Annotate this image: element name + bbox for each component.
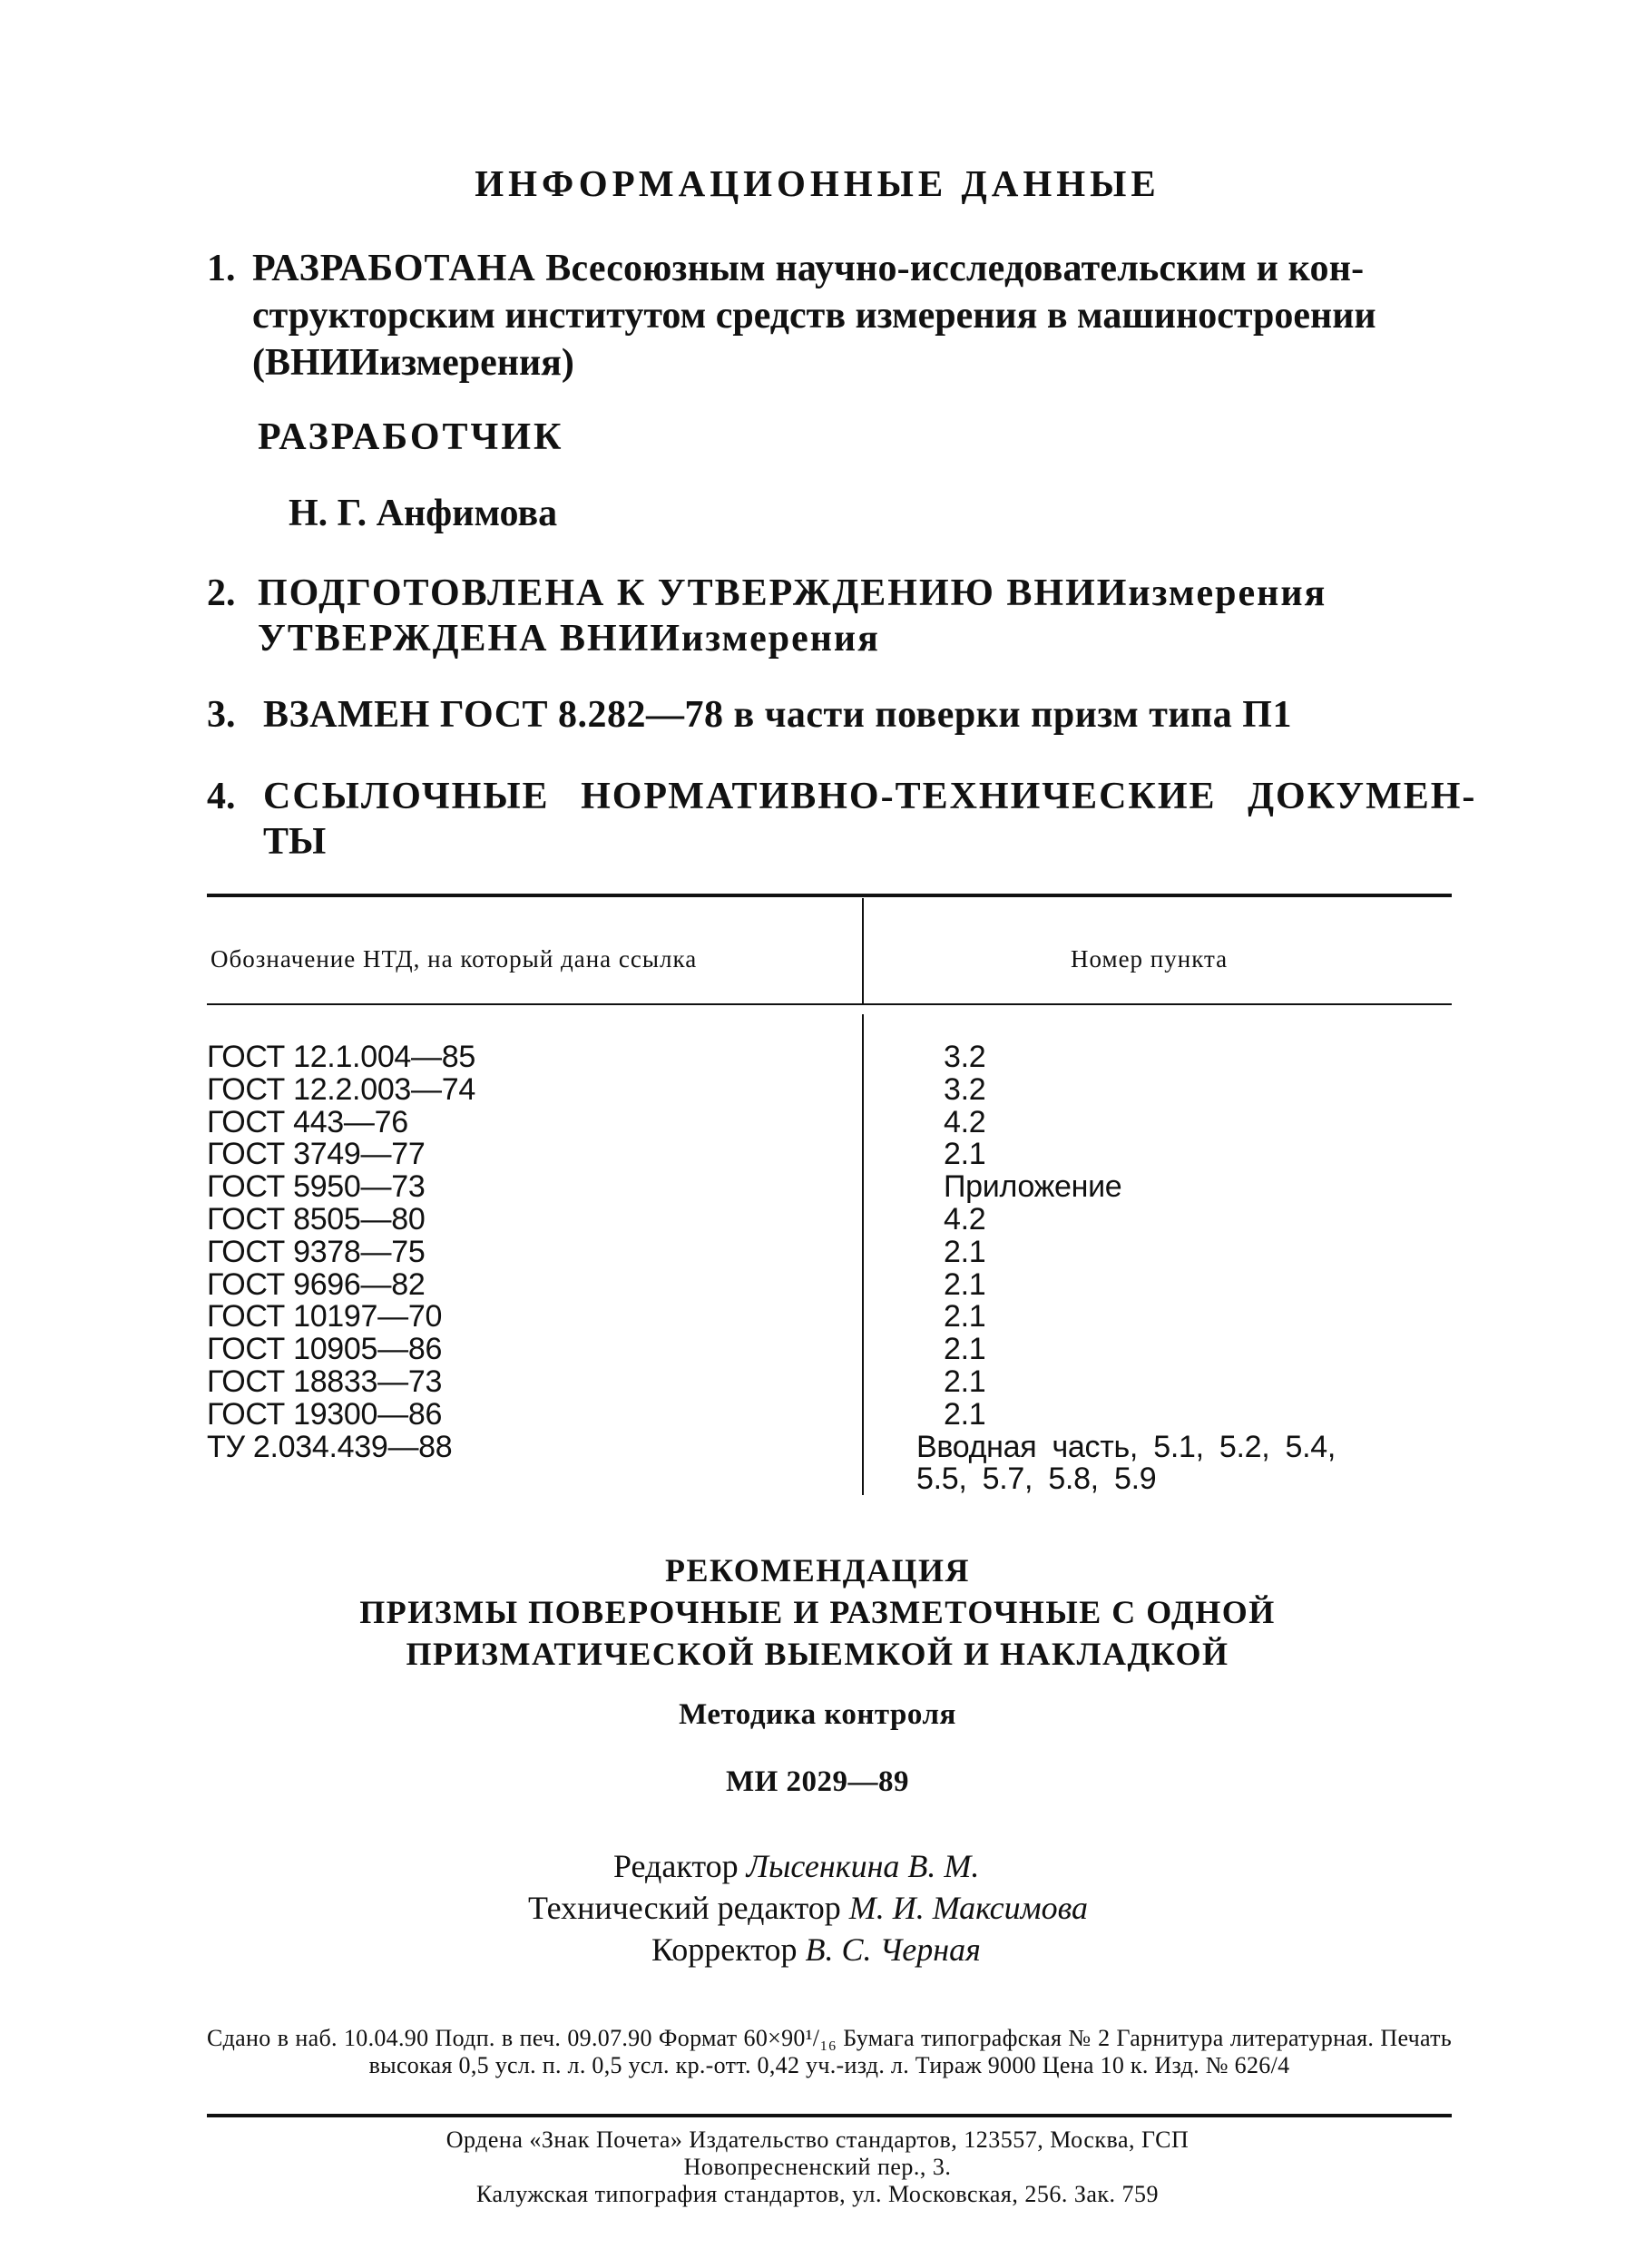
- table-cell-doc: ГОСТ 12.1.004—85: [207, 1040, 475, 1074]
- tech-editor-label: Технический редактор: [528, 1890, 841, 1926]
- table-col1-header: Обозначение НТД, на который дана ссылка: [210, 945, 698, 973]
- section-2-line-2: УТВЕРЖДЕНА ВНИИизмерения: [258, 618, 880, 660]
- table-cell-doc: ГОСТ 443—76: [207, 1104, 408, 1139]
- table-cell-item: 4.2: [944, 1201, 986, 1237]
- table-cell-doc: ГОСТ 19300—86: [207, 1396, 443, 1432]
- section-3-number: 3.: [207, 694, 236, 736]
- recommendation-title-line-2: ПРИЗМАТИЧЕСКОЙ ВЫЕМКОЙ И НАКЛАДКОЙ: [406, 1636, 1229, 1672]
- table-cell-item: 3.2: [944, 1040, 986, 1074]
- table-cell-item: 3.2: [944, 1071, 986, 1107]
- proofreader-label: Корректор: [651, 1931, 798, 1968]
- developer-heading: РАЗРАБОТЧИК: [258, 416, 564, 458]
- footer-line-1: Ордена «Знак Почета» Издательство стандартов, 123557, Москва, ГСП: [445, 2126, 1190, 2153]
- section-4-number: 4.: [207, 776, 236, 817]
- table-body-divider: [862, 1014, 864, 1495]
- table-cell-doc: ГОСТ 10905—86: [207, 1332, 443, 1367]
- section-1-text-1: Всесоюзным научно-исследовательским и кон-: [545, 248, 1365, 289]
- proofreader-name: В. С. Черная: [805, 1931, 981, 1968]
- table-cell-item: Приложение: [944, 1169, 1122, 1205]
- footer-line-3: Калужская типография стандартов, ул. Московская, 256. Зак. 759: [475, 2181, 1160, 2207]
- section-1-line-1: [252, 245, 1452, 292]
- table-cell-doc: ГОСТ 9696—82: [207, 1266, 426, 1302]
- table-cell-item: Вводная часть, 5.1, 5.2, 5.4, 5.5, 5.7, 5.8, 5.9: [916, 1429, 1336, 1497]
- tech-editor-line: [528, 1889, 1088, 1927]
- table-cell-item: 2.1: [944, 1234, 986, 1269]
- table-header-rule: [207, 1003, 1452, 1005]
- table-cell-doc: ГОСТ 10197—70: [207, 1299, 443, 1334]
- table-cell-item: 2.1: [944, 1299, 986, 1334]
- table-cell-doc: ГОСТ 3749—77: [207, 1137, 426, 1172]
- document-code: МИ 2029—89: [725, 1765, 910, 1798]
- table-cell-doc: ГОСТ 12.2.003—74: [207, 1071, 475, 1107]
- table-cell-item: 2.1: [944, 1364, 986, 1399]
- table-cell-item: 4.2: [944, 1104, 986, 1139]
- table-col2-values: [916, 1041, 1452, 1496]
- table-cell-item: 2.1: [944, 1266, 986, 1302]
- table-col1-values: [207, 1041, 475, 1463]
- section-4-line-2: ТЫ: [263, 821, 327, 863]
- editor-line: [613, 1847, 979, 1885]
- recommendation-heading: РЕКОМЕНДАЦИЯ: [665, 1552, 970, 1589]
- table-cell-item: 2.1: [944, 1332, 986, 1367]
- recommendation-title-line-1: ПРИЗМЫ ПОВЕРОЧНЫЕ И РАЗМЕТОЧНЫЕ С ОДНОЙ: [359, 1594, 1276, 1630]
- section-4-line-1: ССЫЛОЧНЫЕ НОРМАТИВНО-ТЕХНИЧЕСКИЕ ДОКУМЕН-: [263, 776, 1477, 817]
- section-1-line-3: (ВНИИизмерения): [252, 342, 574, 384]
- table-cell-doc: ГОСТ 18833—73: [207, 1364, 443, 1399]
- imprint-text: Сдано в наб. 10.04.90 Подп. в печ. 09.07.90 Формат 60×90¹/₁₆ Бумага типографская № 2 Гарнитура литературная. Печать высокая 0,5 усл. п. л. 0,5 усл. кр.-отт. 0,42 уч.-изд. л. Тираж 9000 Цена 10 к. Изд. № 626/4: [207, 2025, 1452, 2078]
- section-1-line-2: структорским институтом средств измерения в машиностроении: [252, 295, 1376, 337]
- table-cell-doc: ГОСТ 8505—80: [207, 1201, 426, 1237]
- editor-label: Редактор: [613, 1848, 739, 1884]
- section-2-number: 2.: [207, 572, 236, 614]
- section-1-lead: РАЗРАБОТАНА: [252, 248, 536, 289]
- method-subtitle: Методика контроля: [679, 1698, 956, 1731]
- table-top-rule: [207, 894, 1452, 897]
- proofreader-line: [651, 1931, 981, 1969]
- table-cell-doc: ГОСТ 9378—75: [207, 1234, 426, 1269]
- table-cell-doc: ГОСТ 5950—73: [207, 1169, 426, 1205]
- page-title: ИНФОРМАЦИОННЫЕ ДАННЫЕ: [475, 162, 1160, 204]
- table-header-divider: [862, 898, 864, 1003]
- table-cell-doc: ТУ 2.034.439—88: [207, 1429, 453, 1464]
- imprint-rule: [207, 2114, 1452, 2117]
- section-1-number: 1.: [207, 248, 236, 289]
- section-2-line-1: ПОДГОТОВЛЕНА К УТВЕРЖДЕНИЮ ВНИИизмерения: [258, 572, 1327, 614]
- footer-line-2: Новопресненский пер., 3.: [683, 2154, 952, 2180]
- table-cell-item: 2.1: [944, 1137, 986, 1172]
- developer-name: Н. Г. Анфимова: [289, 493, 558, 534]
- editor-name: Лысенкина В. М.: [746, 1848, 980, 1884]
- table-col2-header: Номер пункта: [1071, 945, 1229, 973]
- section-3-text: ВЗАМЕН ГОСТ 8.282—78 в части поверки призм типа П1: [263, 694, 1292, 736]
- table-cell-item: 2.1: [944, 1396, 986, 1432]
- tech-editor-name: М. И. Максимова: [848, 1890, 1088, 1926]
